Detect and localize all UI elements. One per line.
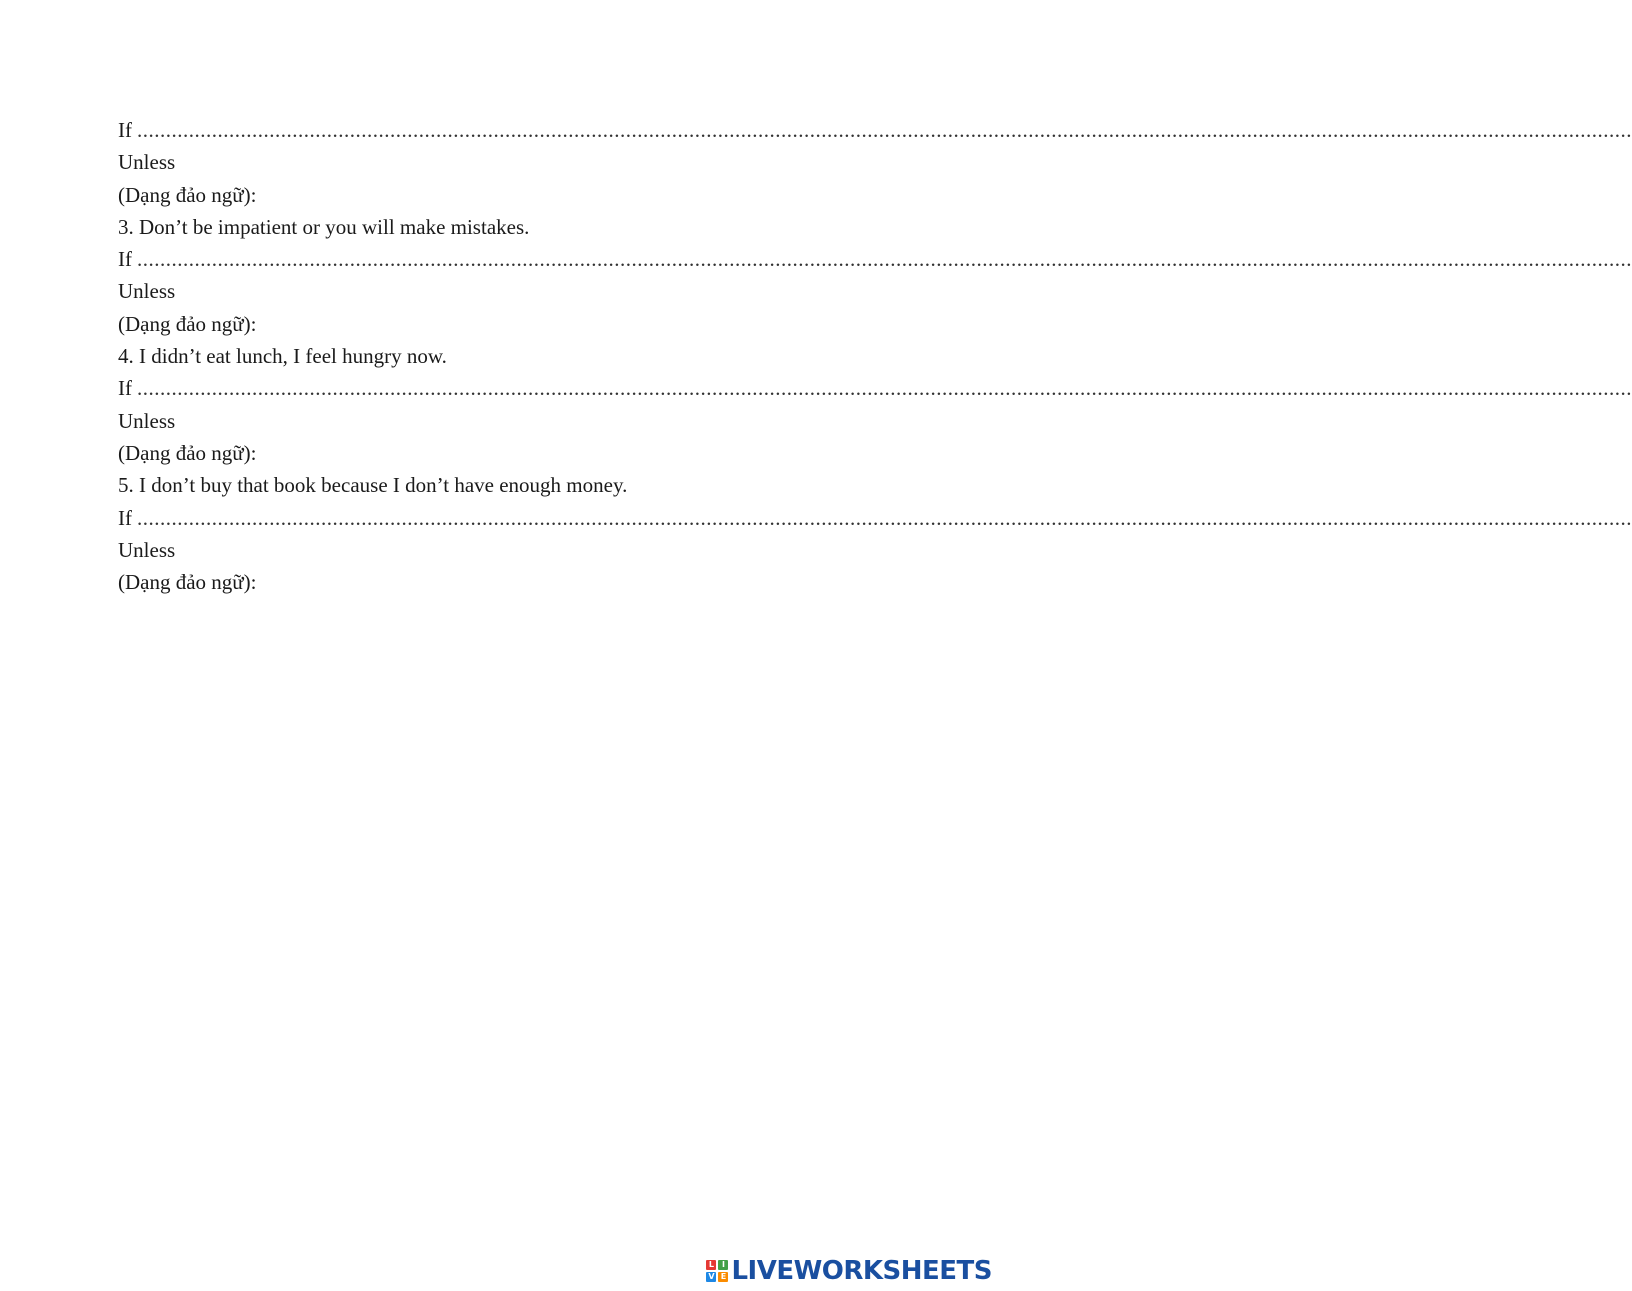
question-4: 4. I didn’t eat lunch, I feel hungry now. [118,344,447,369]
inversion-line: (Dạng đảo ngữ): [118,570,257,595]
answer-blank[interactable]: .................................................................................................................................................................................................................................................................... [137,505,1632,530]
logo-text: LIVEWORKSHEETS [731,1256,992,1286]
unless-line: Unless [118,150,176,175]
if-line [118,243,1632,275]
unless-line: Unless [118,537,176,562]
if-line [118,372,1632,404]
question-3: 3. Don’t be impatient or you will make mistakes. [118,214,530,239]
answer-blank[interactable]: .................................................................................................................................................................................................................................................................... [137,118,1632,142]
liveworksheets-logo[interactable] [706,1255,992,1287]
worksheet-body [118,114,1632,598]
inversion-line: (Dạng đảo ngữ): [118,311,257,336]
badge-letter: I [718,1260,728,1270]
if-label: If [118,247,132,272]
inversion-line: (Dạng đảo ngữ): [118,182,257,207]
if-label: If [118,118,132,142]
if-label: If [118,505,132,530]
badge-letter: V [708,1272,715,1281]
unless-line: Unless [118,279,176,304]
inversion-line: (Dạng đảo ngữ): [118,440,257,465]
if-line [118,502,1632,534]
badge-letter: L [706,1260,716,1270]
answer-blank[interactable]: .................................................................................................................................................................................................................................................................... [137,247,1632,272]
badge-letter: E [718,1272,728,1282]
unless-line: Unless [118,408,176,433]
logo-badge-icon [706,1260,728,1282]
answer-blank[interactable]: .................................................................................................................................................................................................................................................................... [137,376,1632,401]
if-label: If [118,376,132,401]
question-5: 5. I don’t buy that book because I don’t have enough money. [118,473,628,498]
if-line [118,114,1632,146]
